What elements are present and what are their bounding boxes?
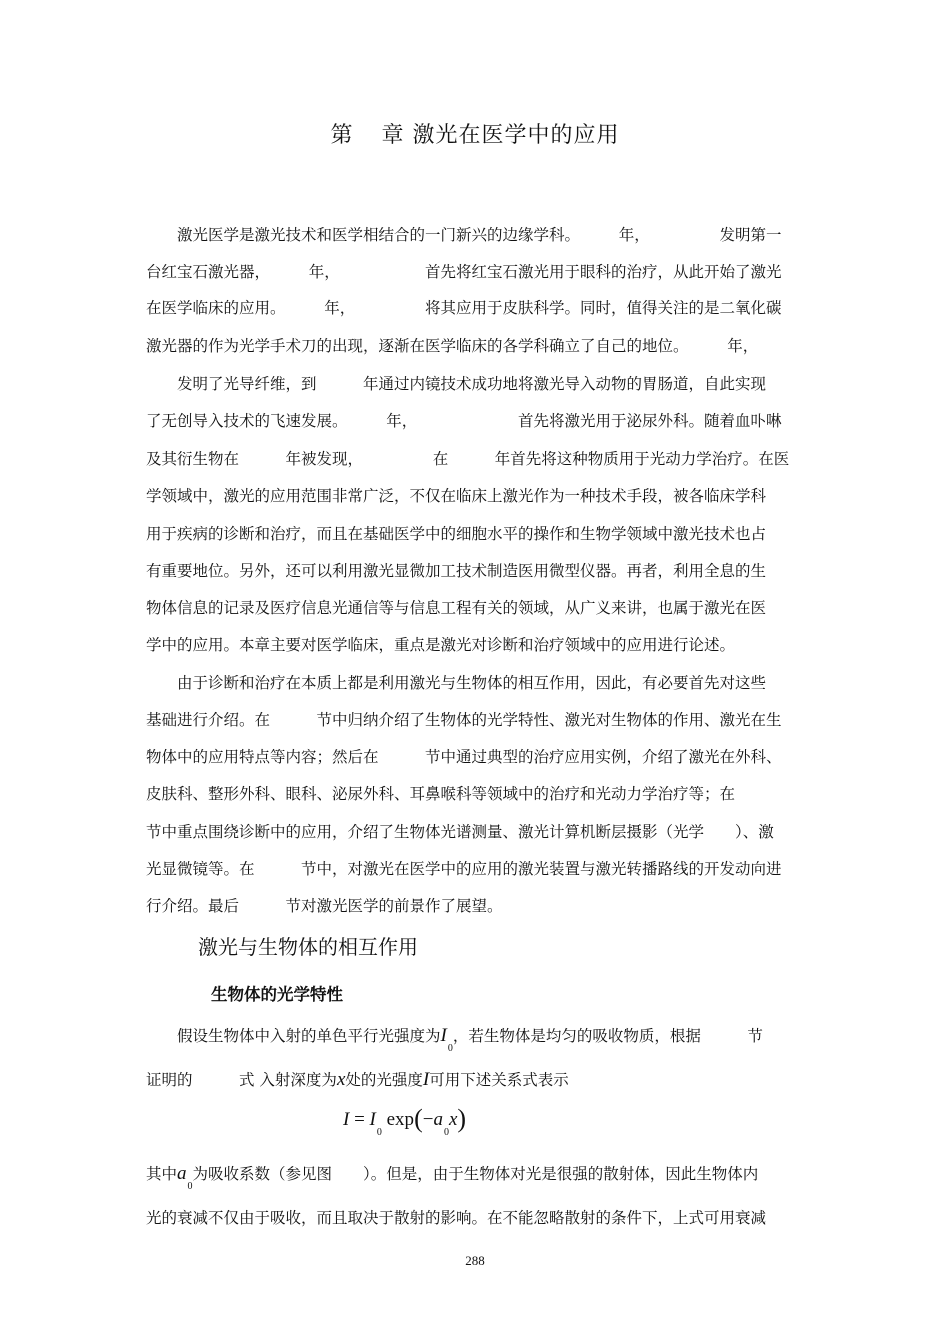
text-line: 其中$a_0$为吸收系数（参见图 ）。但是，由于生物体对光是很强的散射体，因此生物体内 [146,1163,759,1192]
text-line: 在医学临床的应用。 年， 将其应用于皮肤科学。同时，值得关注的是二氧化碳 [146,299,782,317]
text-line: 激光器的作为光学手术刀的出现，逐渐在医学临床的各学科确立了自己的地位。 年， [146,337,759,355]
section-heading: 激光与生物体的相互作用 [198,935,418,959]
text-line: 激光医学是激光技术和医学相结合的一门新兴的边缘学科。 年， 发明第一 [146,226,782,244]
text-line: 证明的 式 入射深度为x处的光强度I可用下述关系式表示 [146,1069,569,1090]
text-line: 学中的应用。本章主要对医学临床，重点是激光对诊断和治疗领域中的应用进行论述。 [146,636,736,654]
text-line: 有重要地位。另外，还可以利用激光显微加工技术制造医用微型仪器。再者，利用全息的生 [146,562,767,580]
math-subscript: 0 [187,1181,193,1192]
page-number: 288 [465,1253,485,1268]
equation: $I = I_0$ $\exp(-a_0x)$ [343,1104,467,1138]
chapter-title-left: 第 [330,123,354,148]
text-line: 行介绍。最后 节对激光医学的前景作了展望。 [146,897,503,915]
chapter-title-right: 章 激光在医学中的应用 [381,123,620,148]
text-line: 学领域中，激光的应用范围非常广泛，不仅在临床上激光作为一种技术手段，被各临床学科 [146,487,767,505]
math-symbol: I [422,1069,430,1090]
text-line: 由于诊断和治疗在本质上都是利用激光与生物体的相互作用，因此，有必要首先对这些 [146,674,767,692]
text-line: 物体中的应用特点等内容；然后在 节中通过典型的治疗应用实例，介绍了激光在外科、 [146,748,782,766]
math-symbol: x [336,1069,346,1090]
text-line: 皮肤科、整形外科、眼科、泌尿外科、耳鼻喉科等领域中的治疗和光动力学治疗等；在 [146,785,736,803]
text-line: 发明了光导纤维，到 年通过内镜技术成功地将激光导入动物的胃肠道，自此实现 [146,375,767,393]
text-line: 节中重点围绕诊断中的应用，介绍了生物体光谱测量、激光计算机断层摄影（光学 ）、激 [146,823,774,841]
math-symbol: I [440,1025,447,1046]
text-line: 假设生物体中入射的单色平行光强度为$I_0$，若生物体是均匀的吸收物质，根据 节 [146,1025,763,1054]
text-line: 光的衰减不仅由于吸收，而且取决于散射的影响。在不能忽略散射的条件下，上式可用衰减 [146,1209,767,1227]
text-line: 用于疾病的诊断和治疗，而且在基础医学中的细胞水平的操作和生物学领域中激光技术也占 [146,525,767,543]
subsection-heading: 生物体的光学特性 [211,985,343,1004]
text-line: 物体信息的记录及医疗信息光通信等与信息工程有关的领域，从广义来讲，也属于激光在医 [146,599,767,617]
math-symbol: a [177,1163,187,1184]
math-subscript: 0 [447,1043,453,1054]
text-line: 台红宝石激光器， 年， 首先将红宝石激光用于眼科的治疗，从此开始了激光 [146,263,782,281]
chapter-title [0,118,950,149]
text-line: 了无创导入技术的飞速发展。 年， 首先将激光用于泌尿外科。随着血卟啉 [146,412,782,430]
text-line: 及其衍生物在 年被发现， 在 年首先将这种物质用于光动力学治疗。在医 [146,450,790,468]
text-line: 基础进行介绍。在 节中归纳介绍了生物体的光学特性、激光对生物体的作用、激光在生 [146,711,782,729]
text-line: 光显微镜等。在 节中，对激光在医学中的应用的激光装置与激光转播路线的开发动向进 [146,860,782,878]
